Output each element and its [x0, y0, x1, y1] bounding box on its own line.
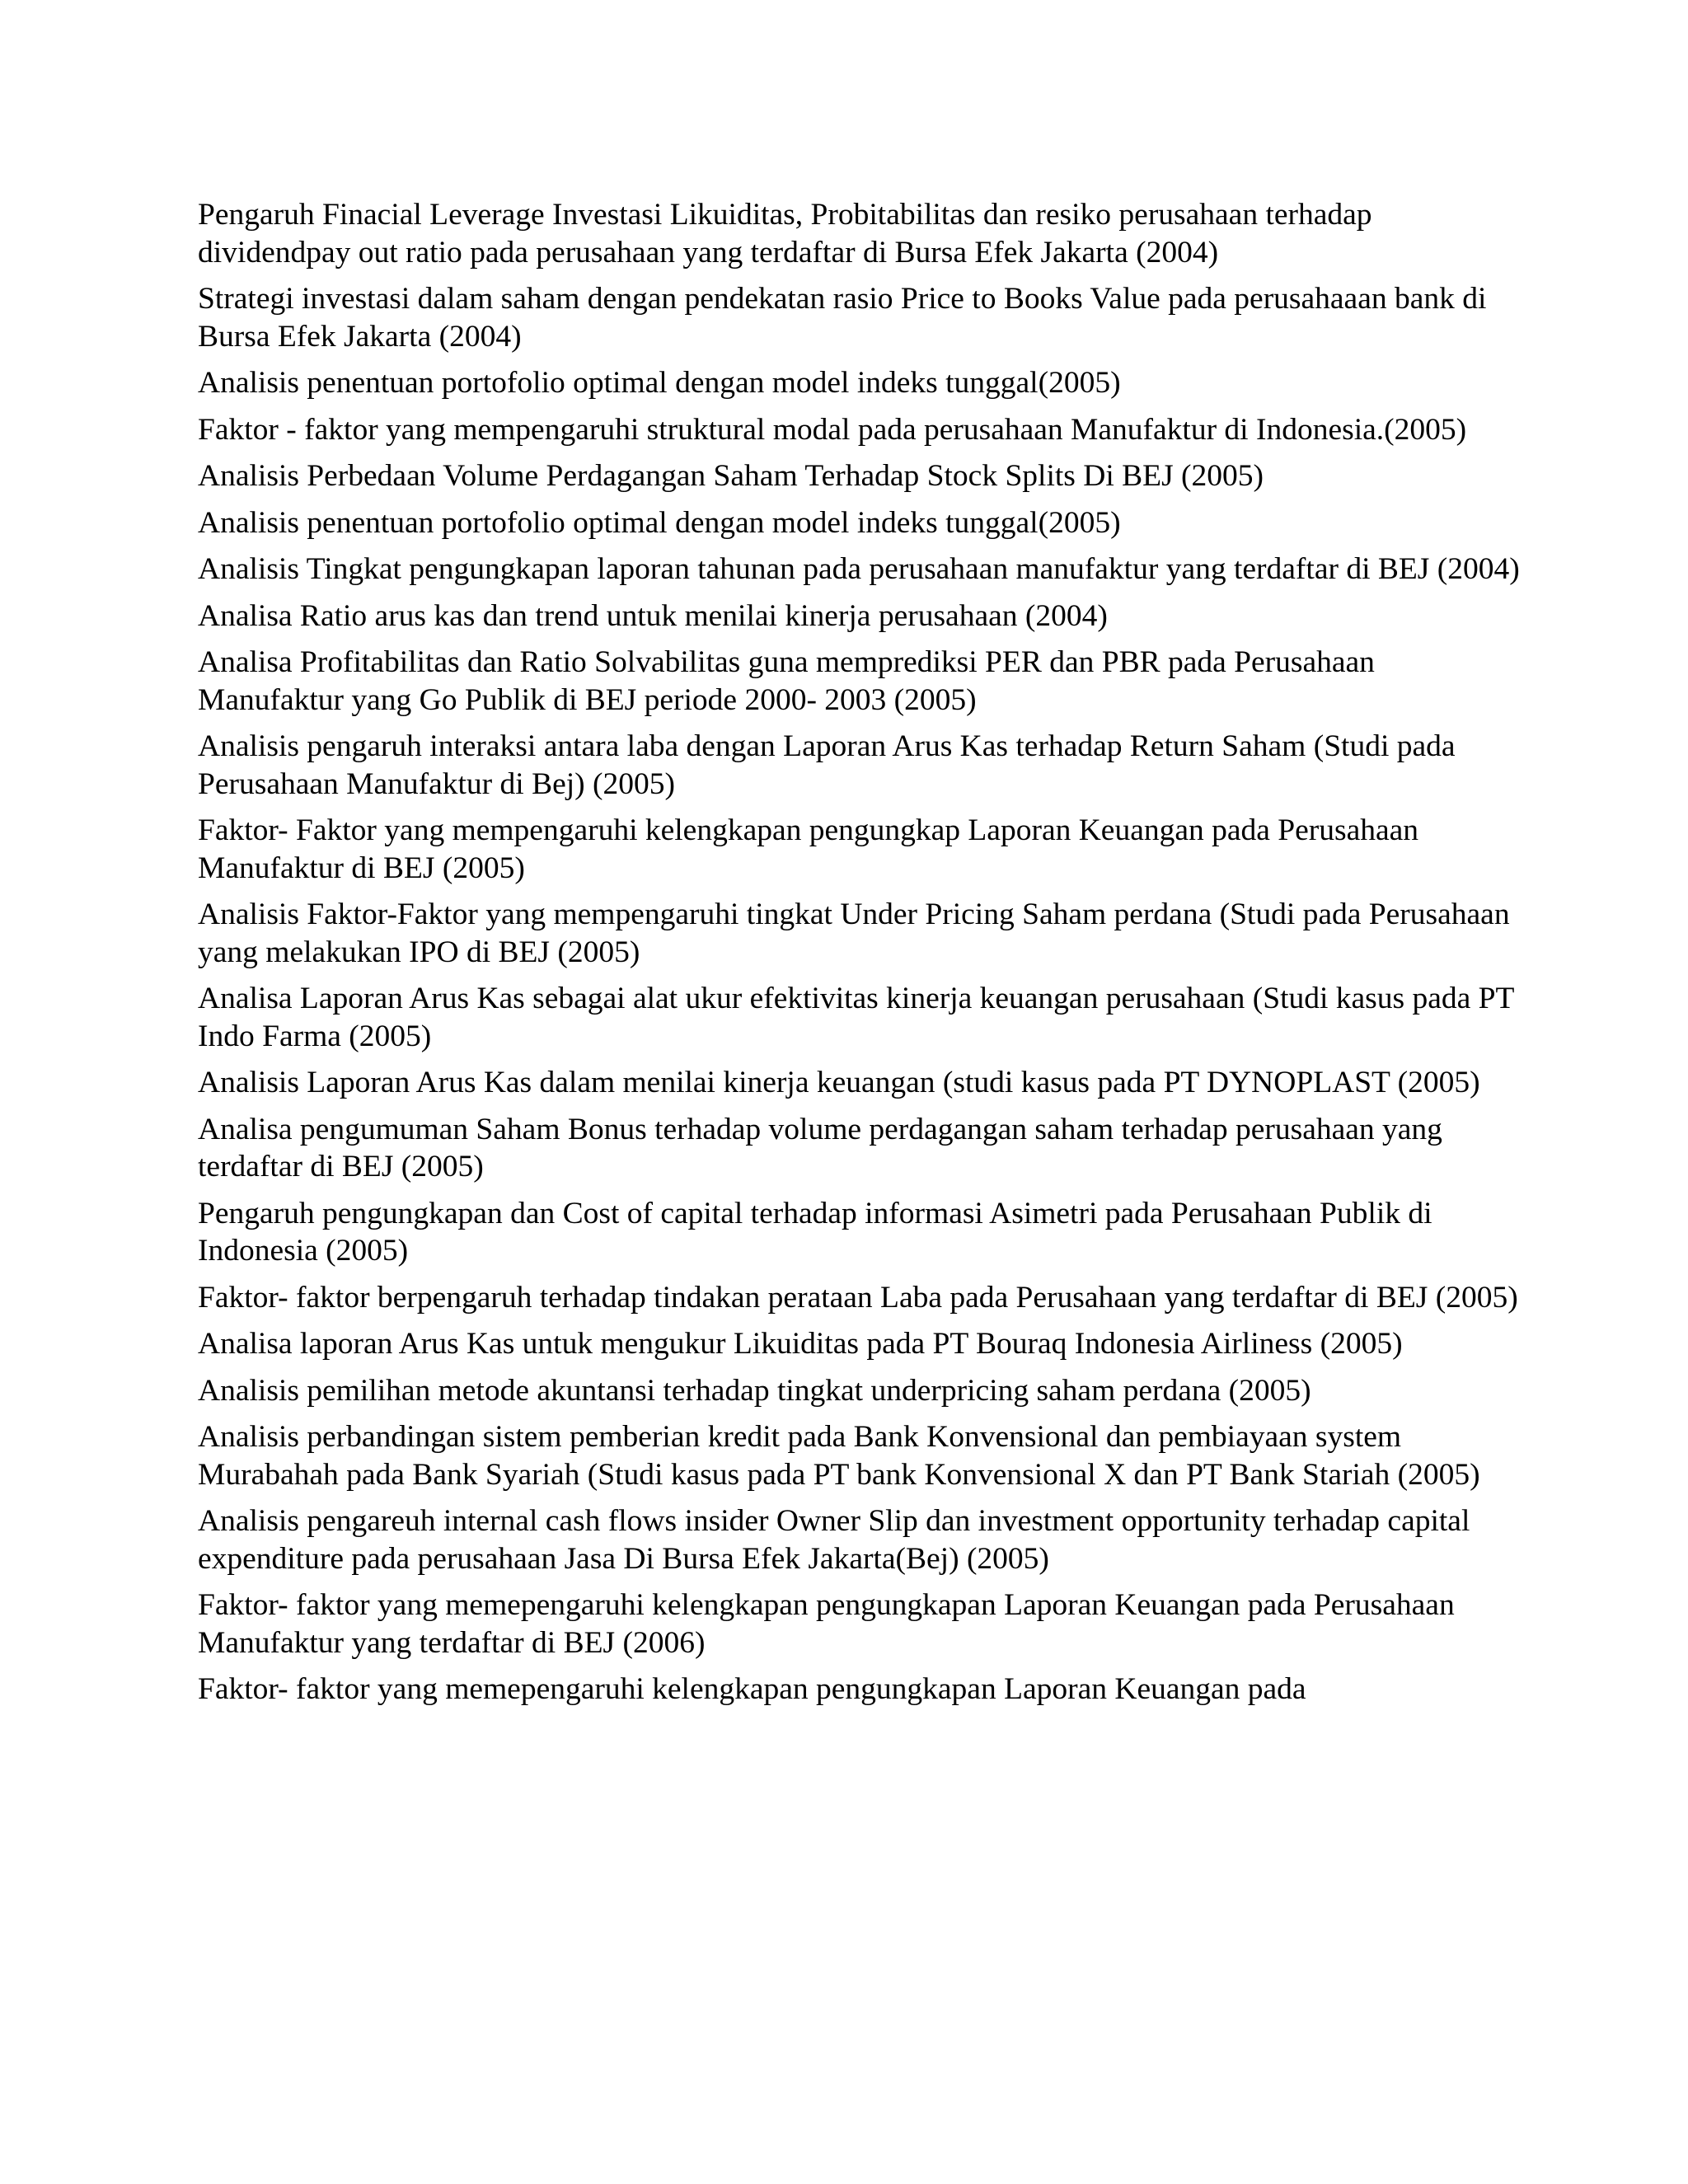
list-item: Faktor- faktor yang memepengaruhi kelengkapan pengungkapan Laporan Keuangan pada: [198, 1672, 1306, 1706]
list-item: Analisis penentuan portofolio optimal dengan model indeks tunggal(2005): [198, 366, 1121, 400]
list-item: Analisa Profitabilitas dan Ratio Solvabilitas guna memprediksi PER dan PBR pada Perusahaan Manufaktur yang Go Publik di BEJ periode 2000- 2003 (2005): [198, 645, 1375, 717]
list-item: Analisis Tingkat pengungkapan laporan tahunan pada perusahaan manufaktur yang terdaftar di BEJ (2004): [198, 552, 1520, 586]
list-item: Analisa Laporan Arus Kas sebagai alat ukur efektivitas kinerja keuangan perusahaan (Studi kasus pada PT Indo Farma (2005): [198, 982, 1514, 1053]
list-item: Analisis perbandingan sistem pemberian kredit pada Bank Konvensional dan pembiayaan system Murabahah pada Bank Syariah (Studi kasus pada PT bank Konvensional X dan PT Bank Stariah (2005): [198, 1420, 1480, 1492]
list-item: Pengaruh pengungkapan dan Cost of capital terhadap informasi Asimetri pada Perusahaan Publik di Indonesia (2005): [198, 1196, 1432, 1268]
list-item: Analisis penentuan portofolio optimal dengan model indeks tunggal(2005): [198, 505, 1121, 540]
list-item: Analisis Faktor-Faktor yang mempengaruhi tingkat Under Pricing Saham perdana (Studi pada Perusahaan yang melakukan IPO di BEJ (2005): [198, 898, 1510, 969]
list-item: Faktor - faktor yang mempengaruhi struktural modal pada perusahaan Manufaktur di Indonesia.(2005): [198, 412, 1467, 447]
list-item: Faktor- Faktor yang mempengaruhi kelengkapan pengungkap Laporan Keuangan pada Perusahaan Manufaktur di BEJ (2005): [198, 813, 1419, 885]
list-item: Analisa laporan Arus Kas untuk mengukur Likuiditas pada PT Bouraq Indonesia Airliness (2005): [198, 1327, 1403, 1361]
list-item: Analisis pengaruh interaksi antara laba dengan Laporan Arus Kas terhadap Return Saham (Studi pada Perusahaan Manufaktur di Bej) (2005): [198, 729, 1456, 801]
list-item: Faktor- faktor berpengaruh terhadap tindakan perataan Laba pada Perusahaan yang terdaftar di BEJ (2005): [198, 1280, 1518, 1315]
list-item: Pengaruh Finacial Leverage Investasi Likuiditas, Probitabilitas dan resiko perusahaan terhadap dividendpay out ratio pada perusahaan yang terdaftar di Bursa Efek Jakarta (2004): [198, 198, 1372, 269]
list-item: Faktor- faktor yang memepengaruhi kelengkapan pengungkapan Laporan Keuangan pada Perusahaan Manufaktur yang terdaftar di BEJ (2006): [198, 1588, 1455, 1660]
list-item: Analisis pemilihan metode akuntansi terhadap tingkat underpricing saham perdana (2005): [198, 1373, 1311, 1408]
list-item: Analisa Ratio arus kas dan trend untuk menilai kinerja perusahaan (2004): [198, 598, 1108, 633]
list-item: Analisis pengareuh internal cash flows insider Owner Slip dan investment opportunity terhadap capital expenditure pada perusahaan Jasa Di Bursa Efek Jakarta(Bej) (2005): [198, 1504, 1470, 1576]
list-item: Analisis Perbedaan Volume Perdagangan Saham Terhadap Stock Splits Di BEJ (2005): [198, 459, 1264, 493]
list-item: Analisa pengumuman Saham Bonus terhadap volume perdagangan saham terhadap perusahaan yang terdaftar di BEJ (2005): [198, 1112, 1442, 1183]
list-item: Strategi investasi dalam saham dengan pendekatan rasio Price to Books Value pada perusahaaan bank di Bursa Efek Jakarta (2004): [198, 282, 1487, 354]
thesis-title-list: [198, 196, 1525, 1718]
list-item: Analisis Laporan Arus Kas dalam menilai kinerja keuangan (studi kasus pada PT DYNOPLAST (2005): [198, 1066, 1480, 1099]
